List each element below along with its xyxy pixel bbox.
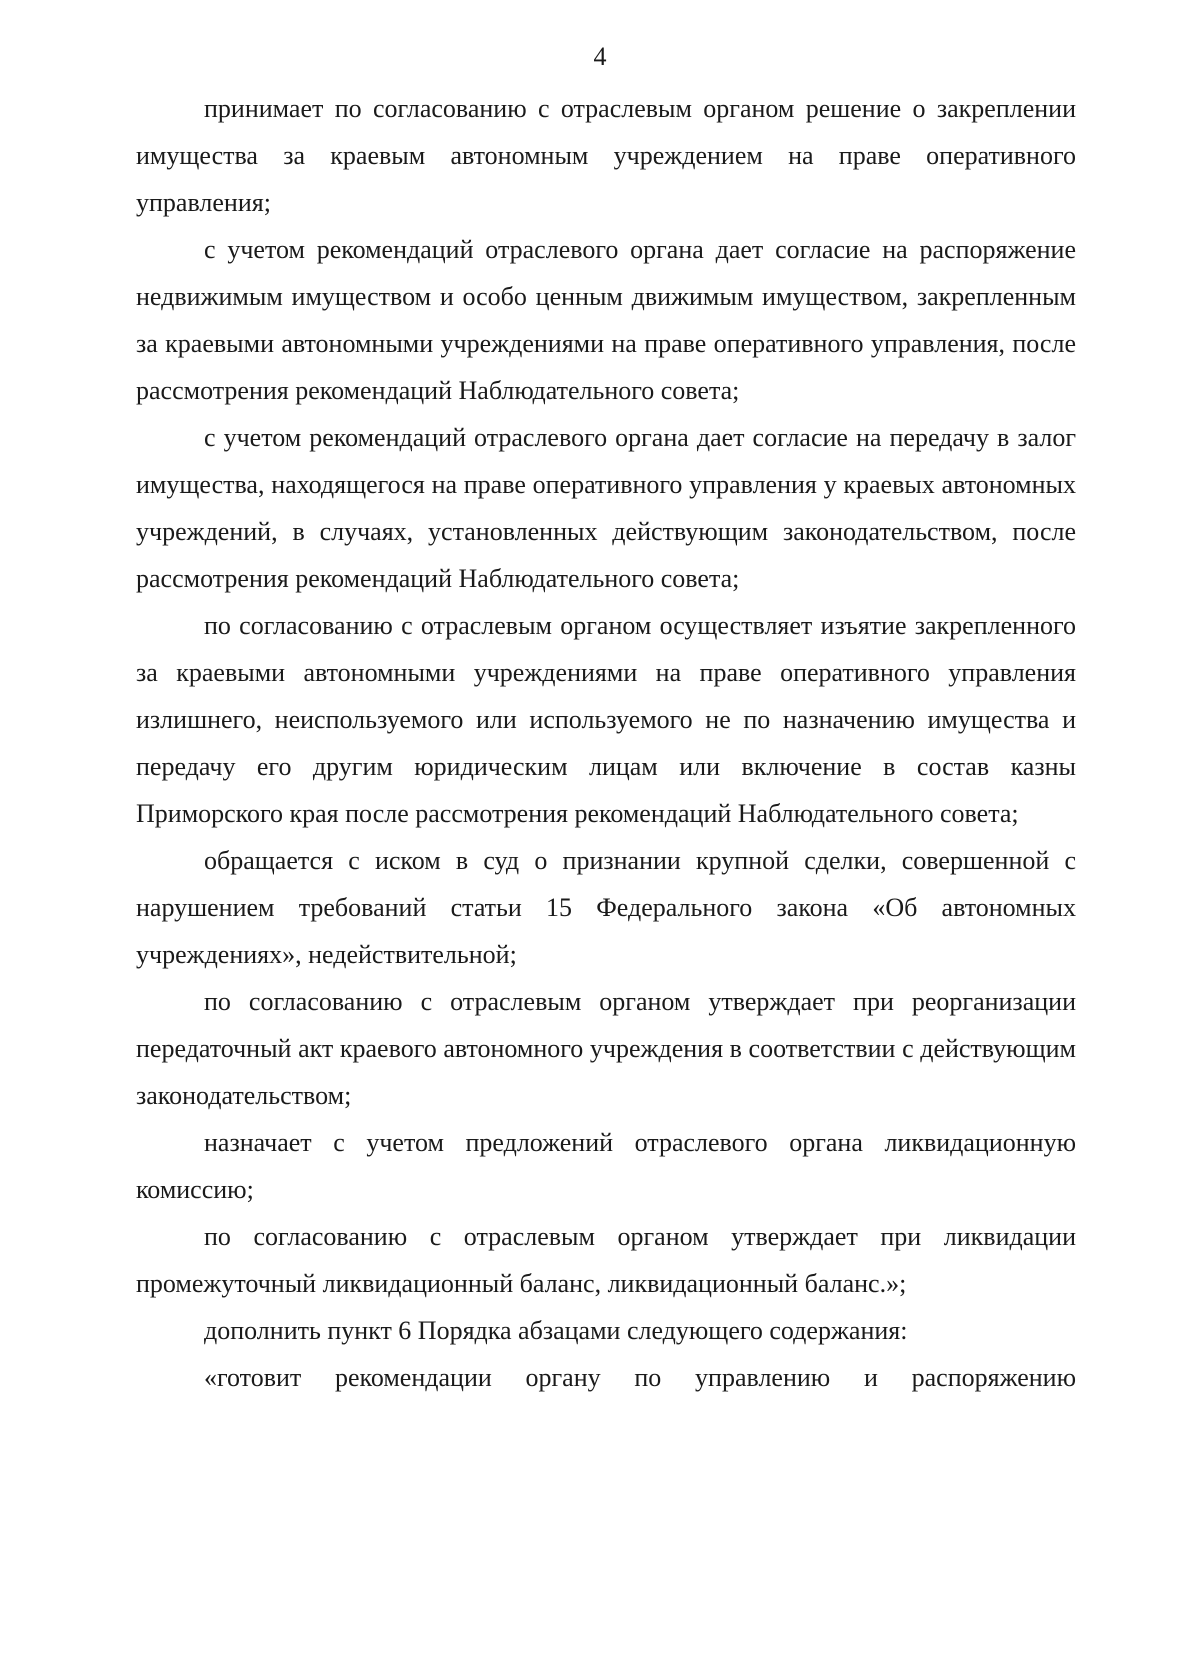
paragraph-3: с учетом рекомендаций отраслевого органа дает согласие на передачу в залог имущества, находящегося на праве оперативного управления у краевых автономных учреждений, в случаях, установленных действующим законодательством, после рассмотрения рекомендаций Наблюдательного совета; xyxy=(136,423,1076,593)
paragraph-1: принимает по согласованию с отраслевым органом решение о закреплении имущества за краевым автономным учреждением на праве оперативного управления; xyxy=(136,94,1076,217)
paragraph-8: по согласованию с отраслевым органом утверждает при ликвидации промежуточный ликвидационный баланс, ликвидационный баланс.»; xyxy=(136,1222,1076,1298)
paragraph-7: назначает с учетом предложений отраслевого органа ликвидационную комиссию; xyxy=(136,1128,1076,1204)
page-number: 4 xyxy=(593,42,607,71)
paragraph-6: по согласованию с отраслевым органом утверждает при реорганизации передаточный акт краевого автономного учреждения в соответствии с действующим законодательством; xyxy=(136,987,1076,1110)
paragraph-2: с учетом рекомендаций отраслевого органа дает согласие на распоряжение недвижимым имуществом и особо ценным движимым имуществом, закрепленным за краевыми автономными учреждениями на праве оперативного управления, после рассмотрения рекомендаций Наблюдательного совета; xyxy=(136,235,1076,405)
paragraph-10: «готовит рекомендации органу по управлению и распоряжению xyxy=(204,1363,1076,1392)
paragraph-4: по согласованию с отраслевым органом осуществляет изъятие закрепленного за краевыми автономными учреждениями на праве оперативного управления излишнего, неиспользуемого или используемого не по назначению имущества и передачу его другим юридическим лицам или включение в состав казны Приморского края после рассмотрения рекомендаций Наблюдательного совета; xyxy=(136,611,1076,828)
document-body xyxy=(136,85,1076,1401)
paragraph-5: обращается с иском в суд о признании крупной сделки, совершенной с нарушением требований статьи 15 Федерального закона «Об автономных учреждениях», недействительной; xyxy=(136,846,1076,969)
paragraph-9: дополнить пункт 6 Порядка абзацами следующего содержания: xyxy=(204,1316,908,1345)
